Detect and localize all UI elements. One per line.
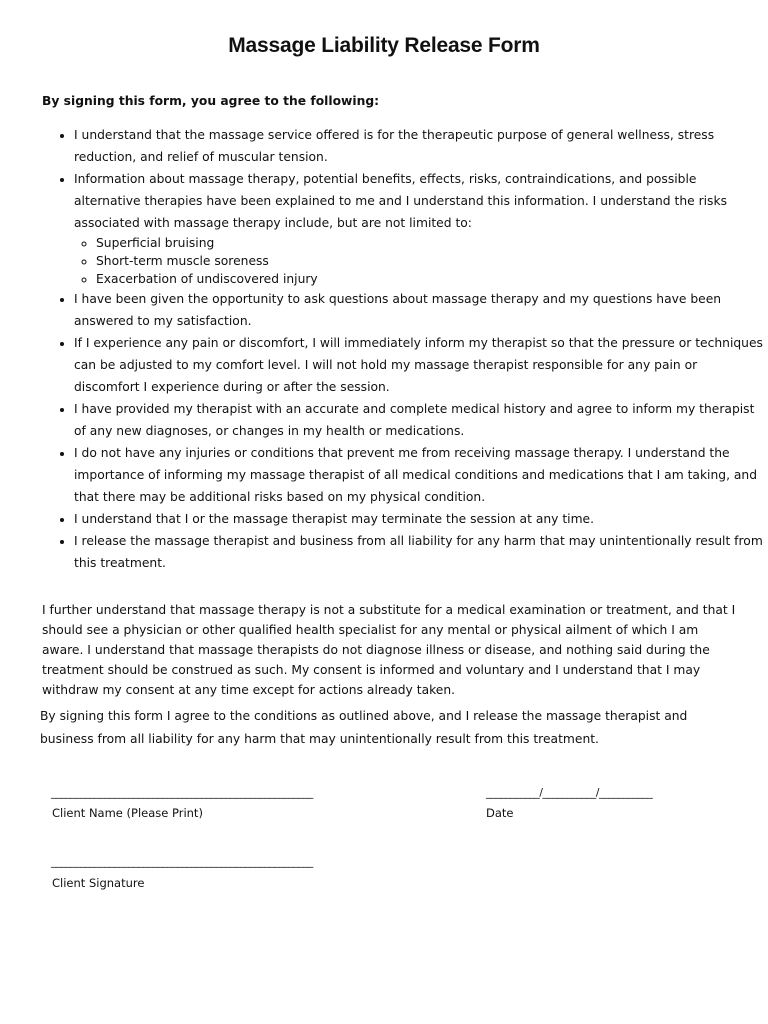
terms-list [35,124,764,574]
list-item: • I release the massage therapist and business from all liability for any harm that may unintentionally result from this treatment. [74,530,764,574]
date-line[interactable]: ___________/___________/___________ [486,787,653,799]
list-item: • I understand that I or the massage therapist may terminate the session at any time. [74,508,764,530]
risk-item: ◦ Exacerbation of undiscovered injury [96,270,764,288]
risk-item: ◦ Superficial bruising [96,234,764,252]
list-item: • I have provided my therapist with an accurate and complete medical history and agree to inform my therapist of any new diagnoses, or changes in my health or medications. [74,398,764,442]
list-item: • I do not have any injuries or conditions that prevent me from receiving massage therapy. I understand the importance of informing my massage therapist of all medical conditions and medications that I am taking, and that there may be additional risks based on my physical condition. [74,442,764,508]
list-item: • Information about massage therapy, potential benefits, effects, risks, contraindications, and possible alternative therapies have been explained to me and I understand this information. I understand the risks associated with massage therapy include, but are not limited to: ◦ Superficial bruising ◦ Short-term muscle soreness ◦ Exacerbation of undiscovered injury [74,168,764,288]
list-item: • If I experience any pain or discomfort, I will immediately inform my therapist so that the pressure or techniques can be adjusted to my comfort level. I will not hold my massage therapist responsible for any pain or discomfort I experience during or after the session. [74,332,764,398]
list-item: • I have been given the opportunity to ask questions about massage therapy and my questions have been answered to my satisfaction. [74,288,764,332]
client-signature-label: Client Signature [52,876,145,890]
client-name-label: Client Name (Please Print) [52,806,203,820]
date-label: Date [486,806,514,820]
list-item: • I understand that the massage service offered is for the therapeutic purpose of general wellness, stress reduction, and relief of muscular tension. [74,124,764,168]
risks-list [74,234,764,288]
risk-item: ◦ Short-term muscle soreness [96,252,764,270]
client-name-line[interactable]: ______________________________________________________ [51,787,313,799]
intro-heading: By signing this form, you agree to the following: [42,94,380,108]
client-signature-line[interactable]: ______________________________________________________ [51,856,313,868]
page-title: Massage Liability Release Form [228,34,540,57]
understanding-paragraph: I further understand that massage therapy is not a substitute for a medical examination or treatment, and that I should see a physician or other qualified health specialist for any mental or physical ailment of which I am aware. I understand that massage therapists do not diagnose illness or disease, and nothing said during the treatment should be construed as such. My consent is informed and voluntary and I understand that I may withdraw my consent at any time except for actions already taken. [42,603,736,697]
agreement-paragraph: By signing this form I agree to the conditions as outlined above, and I release the massage therapist and business from all liability for any harm that may unintentionally result from this treatment. [40,709,688,746]
